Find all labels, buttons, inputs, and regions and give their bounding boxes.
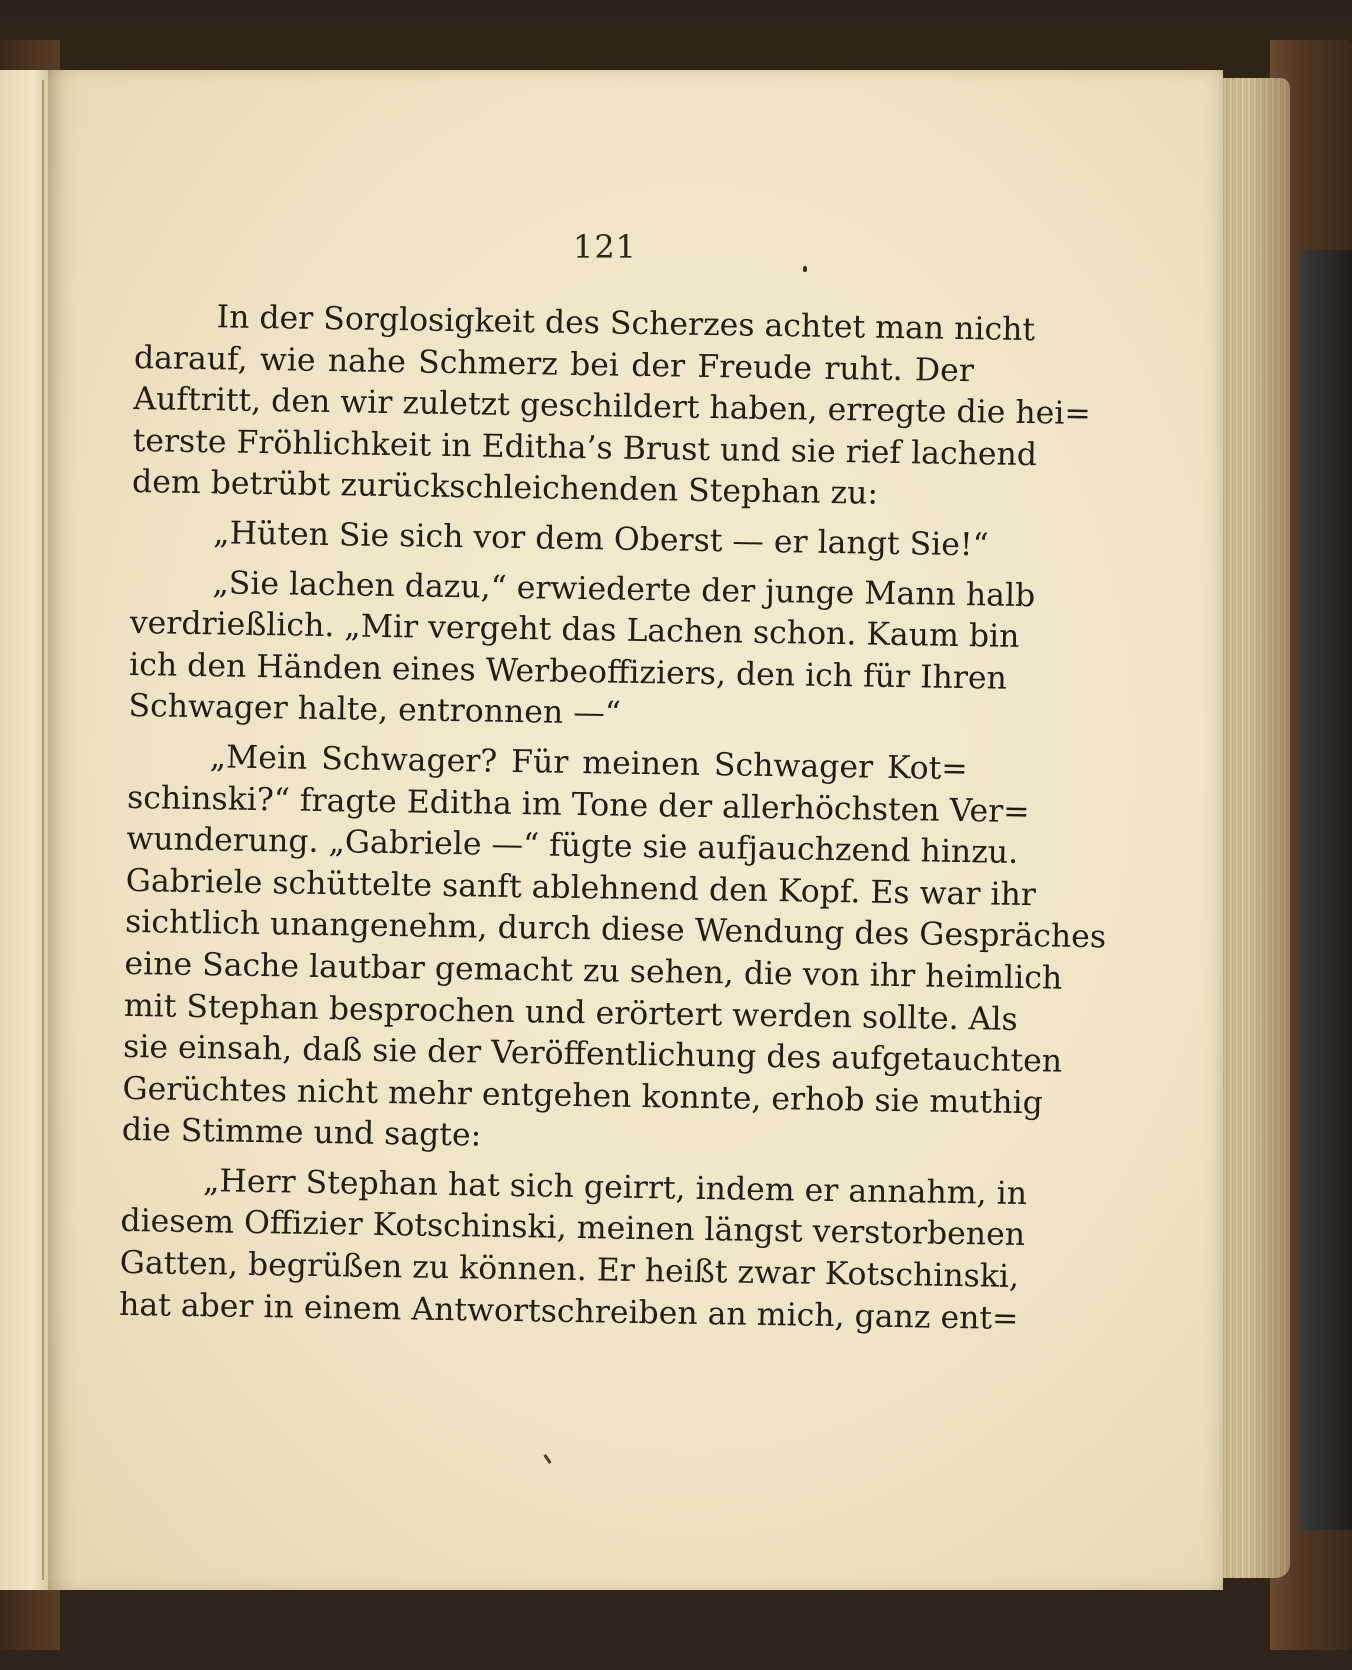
previous-page-sliver <box>0 70 48 1590</box>
text-line: hat aber in einem Antwortschreiben an mich, ganz ent= <box>118 1286 1019 1337</box>
text-line: dem betrübt zurückschleichenden Stephan zu: <box>131 464 879 513</box>
text-line: Gabriele schüttelte sanft ablehnend den Kopf. Es war ihr <box>125 862 1037 913</box>
text-line: wunderung. „Gabriele —“ fügte sie aufjauchzend hinzu. <box>126 821 1019 872</box>
paragraph <box>128 562 1036 742</box>
text-line: Schwager halte, entronnen —“ <box>128 688 622 733</box>
text-line: mit Stephan besprochen und erörtert werden sollte. Als <box>123 987 1018 1038</box>
text-line: Auftritt, den wir zuletzt geschildert haben, erregte die hei= <box>133 381 1092 433</box>
page-number: 121 <box>572 228 638 266</box>
book-cover-spine-cloth <box>1300 250 1352 1530</box>
text-line: sichtlich unangenehm, durch diese Wendung des Gespräches <box>124 904 1107 956</box>
text-line: sie einsah, daß sie der Veröffentlichung des aufgetauchten <box>122 1029 1063 1080</box>
text-line: Gatten, begrüßen zu können. Er heißt zwar Kotschinski, <box>119 1244 1020 1296</box>
text-line: „Mein Schwager? Für meinen Schwager Kot= <box>209 739 968 788</box>
paragraph <box>118 1160 1028 1340</box>
text-line: eine Sache lautbar gemacht zu sehen, die von ihr heimlich <box>124 945 1063 997</box>
text-line: darauf, wie nahe Schmerz bei der Freude ruht. Der <box>133 339 975 389</box>
text-line: „Herr Stephan hat sich geirrt, indem er annahm, in <box>202 1163 1028 1212</box>
text-line: „Hüten Sie sich vor dem Oberst — er langt Sie!“ <box>213 515 989 564</box>
text-line: „Sie lachen dazu,“ erwiederte der junge Mann halb <box>212 564 1036 614</box>
body-text <box>118 296 1107 1339</box>
paragraph <box>131 296 1092 517</box>
text-line: ich den Händen eines Werbeoffiziers, den ich für Ihren <box>128 646 1008 697</box>
text-line: Gerüchtes nicht mehr entgehen konnte, erhob sie muthig <box>122 1070 1044 1122</box>
text-line: terste Fröhlichkeit in Editha’s Brust und sie rief lachend <box>132 422 1038 473</box>
paragraph <box>131 512 989 567</box>
paragraph <box>121 736 1107 1165</box>
text-line: In der Sorglosigkeit des Scherzes achtet man nicht <box>216 299 1036 349</box>
gutter-fold <box>42 80 44 1580</box>
text-line: die Stimme und sagte: <box>121 1112 482 1154</box>
text-line: diesem Offizier Kotschinski, meinen längst verstorbenen <box>120 1203 1026 1254</box>
text-line: schinski?“ fragte Editha im Tone der allerhöchsten Ver= <box>126 779 1030 830</box>
page-block-shadow <box>1215 78 1290 1578</box>
ink-speck <box>803 266 807 272</box>
text-line: verdrießlich. „Mir vergeht das Lachen schon. Kaum bin <box>129 605 1020 656</box>
